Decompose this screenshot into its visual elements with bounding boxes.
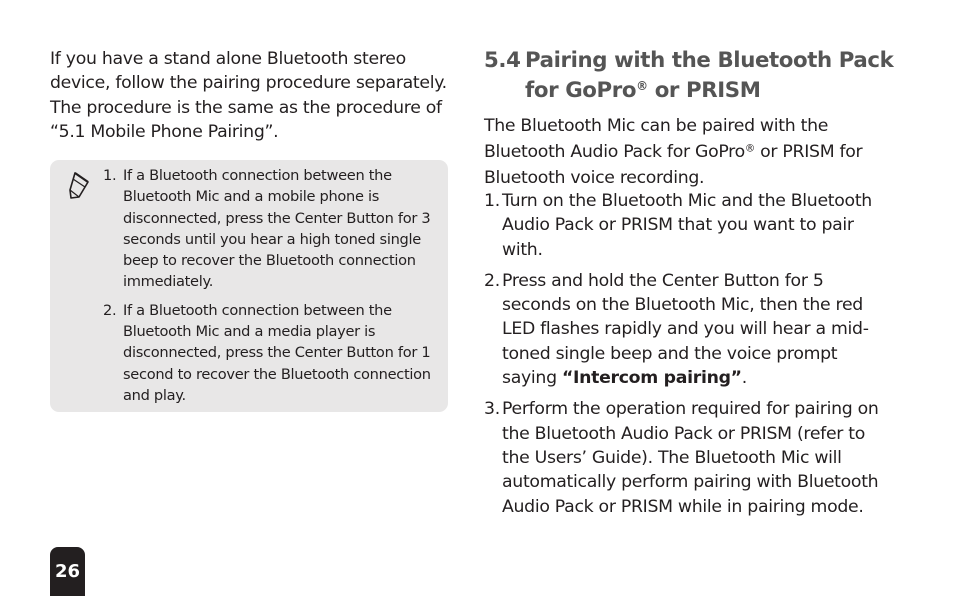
section-heading (484, 46, 904, 105)
section-title-part: or PRISM (647, 77, 761, 103)
note-item-text: If a Bluetooth connection between the Bluetooth Mic and a mobile phone is disconnected, press the Center Button for 3 seconds until you hear a high toned single beep to recover the Bluetooth connection immediately. (123, 167, 431, 291)
page-number: 26 (50, 547, 85, 596)
note-list (103, 165, 438, 406)
step-number: 1. (484, 191, 500, 211)
paragraph-text: The Bluetooth Mic can be paired with the Bluetooth Audio Pack for GoPro (484, 116, 829, 162)
section-title-part: Pairing with the Bluetooth Pack for GoPro (525, 48, 894, 103)
note-item-number: 2. (103, 301, 117, 319)
paragraph-text: or PRISM for Bluetooth voice recording. (484, 142, 863, 188)
intro-paragraph: If you have a stand alone Bluetooth stereo device, follow the pairing procedure separately. The procedure is the same as the procedure of “5.1 Mobile Phone Pairing”. (50, 49, 447, 142)
registered-mark: ® (636, 78, 648, 93)
step-bold-text: “Intercom pairing” (561, 368, 742, 389)
section-number: 5.4 (484, 48, 521, 73)
section-paragraph (484, 113, 894, 191)
step-text: Turn on the Bluetooth Mic and the Bluetooth Audio Pack or PRISM that you want to pair with. (502, 191, 872, 260)
step-item (484, 397, 896, 518)
step-text: Press and hold the Center Button for 5 seconds on the Bluetooth Mic, then the red LED flashes rapidly and you will hear a mid-toned single beep and the voice prompt saying (502, 270, 869, 389)
note-item-number: 1. (103, 167, 117, 184)
step-number: 3. (484, 399, 500, 420)
step-number: 2. (484, 270, 500, 291)
step-text: Perform the operation required for pairing on the Bluetooth Audio Pack or PRISM (refer to the Users’ Guide). The Bluetooth Mic will automatically perform pairing with Bluetooth Audio Pack or PRISM while in pairing mode. (502, 399, 879, 517)
note-box (50, 160, 448, 412)
step-text: . (741, 368, 747, 389)
note-item (103, 300, 438, 406)
note-item-text: If a Bluetooth connection between the Bluetooth Mic and a media player is disconnected, press the Center Button for 1 second to recover the Bluetooth connection and play. (123, 301, 431, 404)
note-item (103, 165, 438, 293)
pencil-note-icon (68, 170, 94, 200)
registered-mark: ® (744, 142, 755, 155)
step-item (484, 189, 896, 262)
step-item (484, 269, 896, 390)
section-title (484, 46, 904, 105)
steps-list (484, 189, 896, 519)
